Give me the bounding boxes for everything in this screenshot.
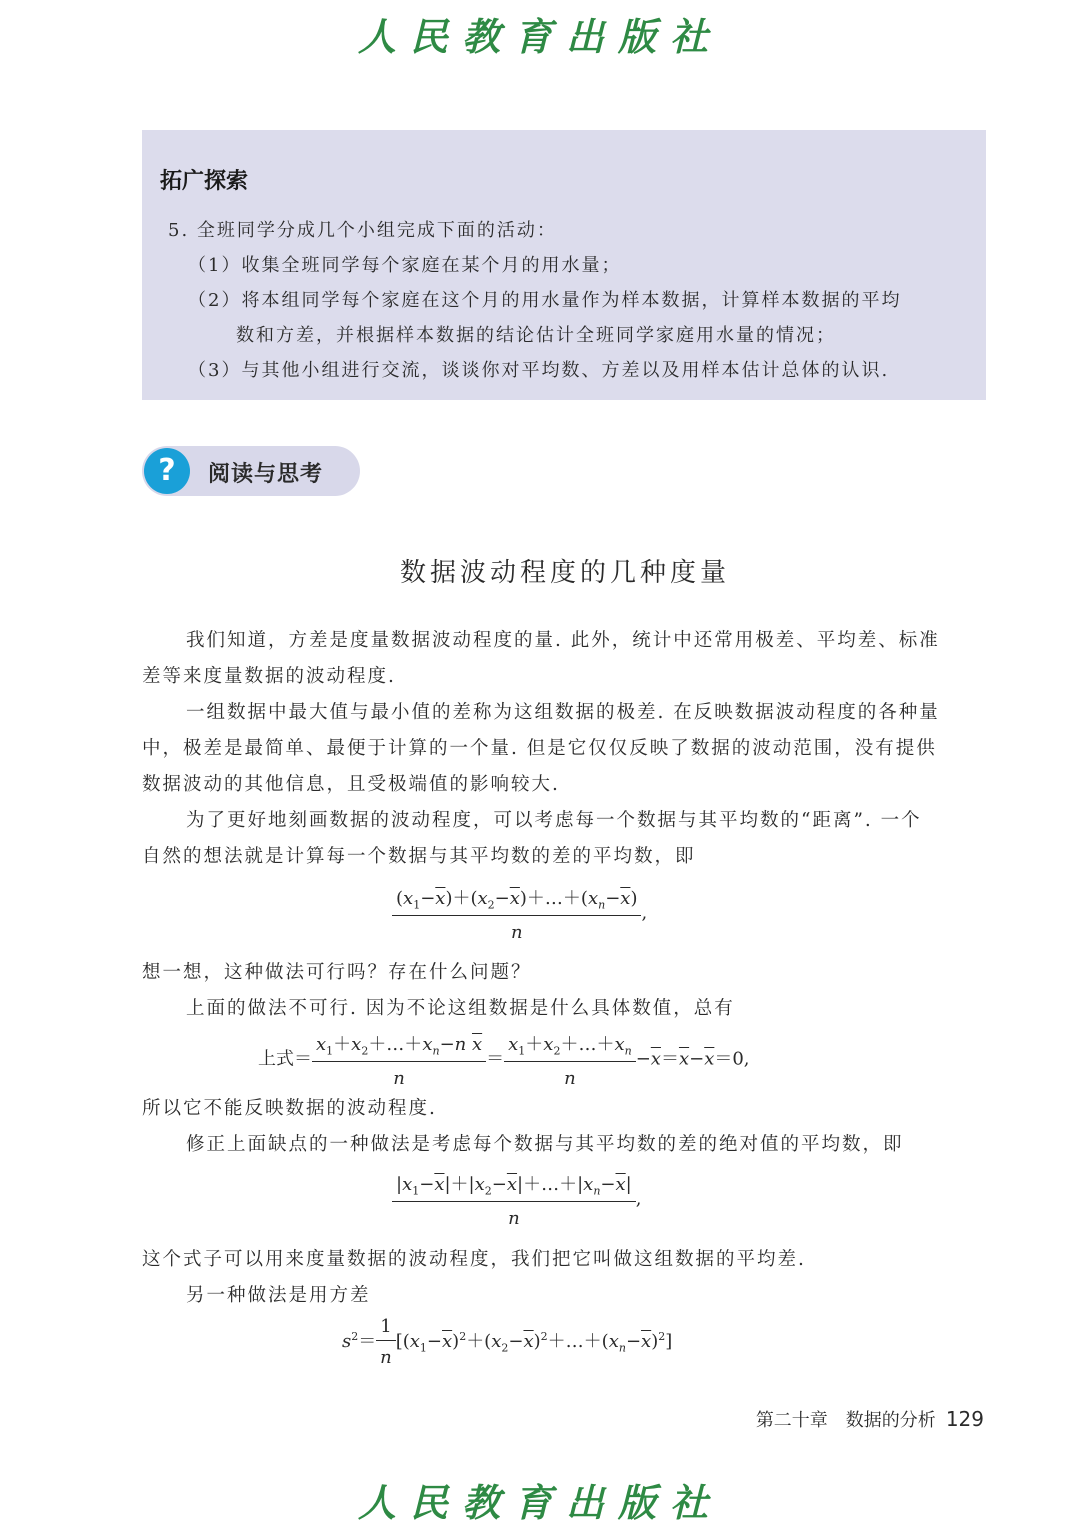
reading-section-badge: [142, 446, 360, 496]
exercise-line: （2）将本组同学每个家庭在这个月的用水量作为样本数据，计算样本数据的平均: [188, 290, 902, 311]
formula-mean-absolute-deviation: $\frac{|x_1-\overline{x}|+|x_2-\overline{x}|+\dots+|x_n-\overline{x}|}{n}$ ,: [392, 1170, 641, 1229]
paragraph-line: 想一想，这种做法可行吗？存在什么问题？: [142, 962, 532, 983]
publisher-logo-bottom: 人民教育出版社: [357, 1480, 722, 1525]
page-footer: [756, 1406, 984, 1432]
paragraph-line: 一组数据中最大值与最小值的差称为这组数据的极差. 在反映数据波动程度的各种量: [186, 702, 940, 723]
paragraph-line: 上面的做法不可行. 因为不论这组数据是什么具体数值，总有: [186, 998, 735, 1019]
paragraph-line: 另一种做法是用方差: [186, 1285, 371, 1306]
chapter-title: 第二十章 数据的分析: [755, 1410, 936, 1431]
paragraph-line: 为了更好地刻画数据的波动程度，可以考虑每一个数据与其平均数的“距离”. 一个: [186, 810, 922, 831]
paragraph-line: 数据波动的其他信息，且受极端值的影响较大.: [142, 774, 560, 795]
formula-prefix: 上式: [258, 1048, 294, 1070]
paragraph-line: 中，极差是最简单、最便于计算的一个量. 但是它仅仅反映了数据的波动范围，没有提供: [142, 738, 937, 759]
formula-sum-is-zero: 上式＝ $\frac{x_1+x_2+\dots+x_n-n \overline{x}}{n}$ ＝ $\frac{x_1+x_2+\dots+x_n}{n}$ $-\overline{x}=\overline{x}-\overline{x}=0$,: [258, 1030, 750, 1089]
paragraph-line: 差等来度量数据的波动程度.: [142, 666, 396, 687]
box-title: 拓广探索: [160, 169, 249, 194]
paragraph-line: 自然的想法就是计算每一个数据与其平均数的差的平均数，即: [142, 846, 696, 867]
reading-section-label: 阅读与思考: [208, 462, 324, 487]
paragraph-line: 这个式子可以用来度量数据的波动程度，我们把它叫做这组数据的平均差.: [142, 1249, 806, 1270]
page-number: 129: [945, 1407, 984, 1431]
publisher-logo-top: 人民教育出版社: [357, 14, 722, 59]
exercise-line: （3）与其他小组进行交流，谈谈你对平均数、方差以及用样本估计总体的认识.: [188, 360, 890, 381]
question-icon: ?: [144, 448, 190, 494]
paragraph-line: 我们知道，方差是度量数据波动程度的量. 此外，统计中还常用极差、平均差、标准: [186, 630, 940, 651]
exercise-line: 数和方差，并根据样本数据的结论估计全班同学家庭用水量的情况；: [236, 325, 836, 346]
paragraph-line: 所以它不能反映数据的波动程度.: [142, 1098, 437, 1119]
article-title: 数据波动程度的几种度量: [399, 558, 730, 588]
exercise-line: 5. 全班同学分成几个小组完成下面的活动：: [168, 220, 557, 241]
paragraph-line: 修正上面缺点的一种做法是考虑每个数据与其平均数的差的绝对值的平均数，即: [186, 1134, 904, 1155]
exercise-line: （1）收集全班同学每个家庭在某个月的用水量；: [188, 255, 622, 276]
formula-naive-mean-difference: $\frac{(x_1-\overline{x})+(x_2-\overline{x})+\dots+(x_n-\overline{x})}{n}$ ,: [392, 884, 647, 943]
extension-exploration-box: [142, 130, 986, 400]
formula-variance: $s^2=$ $\frac{1}{n}$ $[(x_1-\overline{x})^2+(x_2-\overline{x})^2+\dots+(x_n-\overline{x})^2]$: [342, 1316, 673, 1368]
